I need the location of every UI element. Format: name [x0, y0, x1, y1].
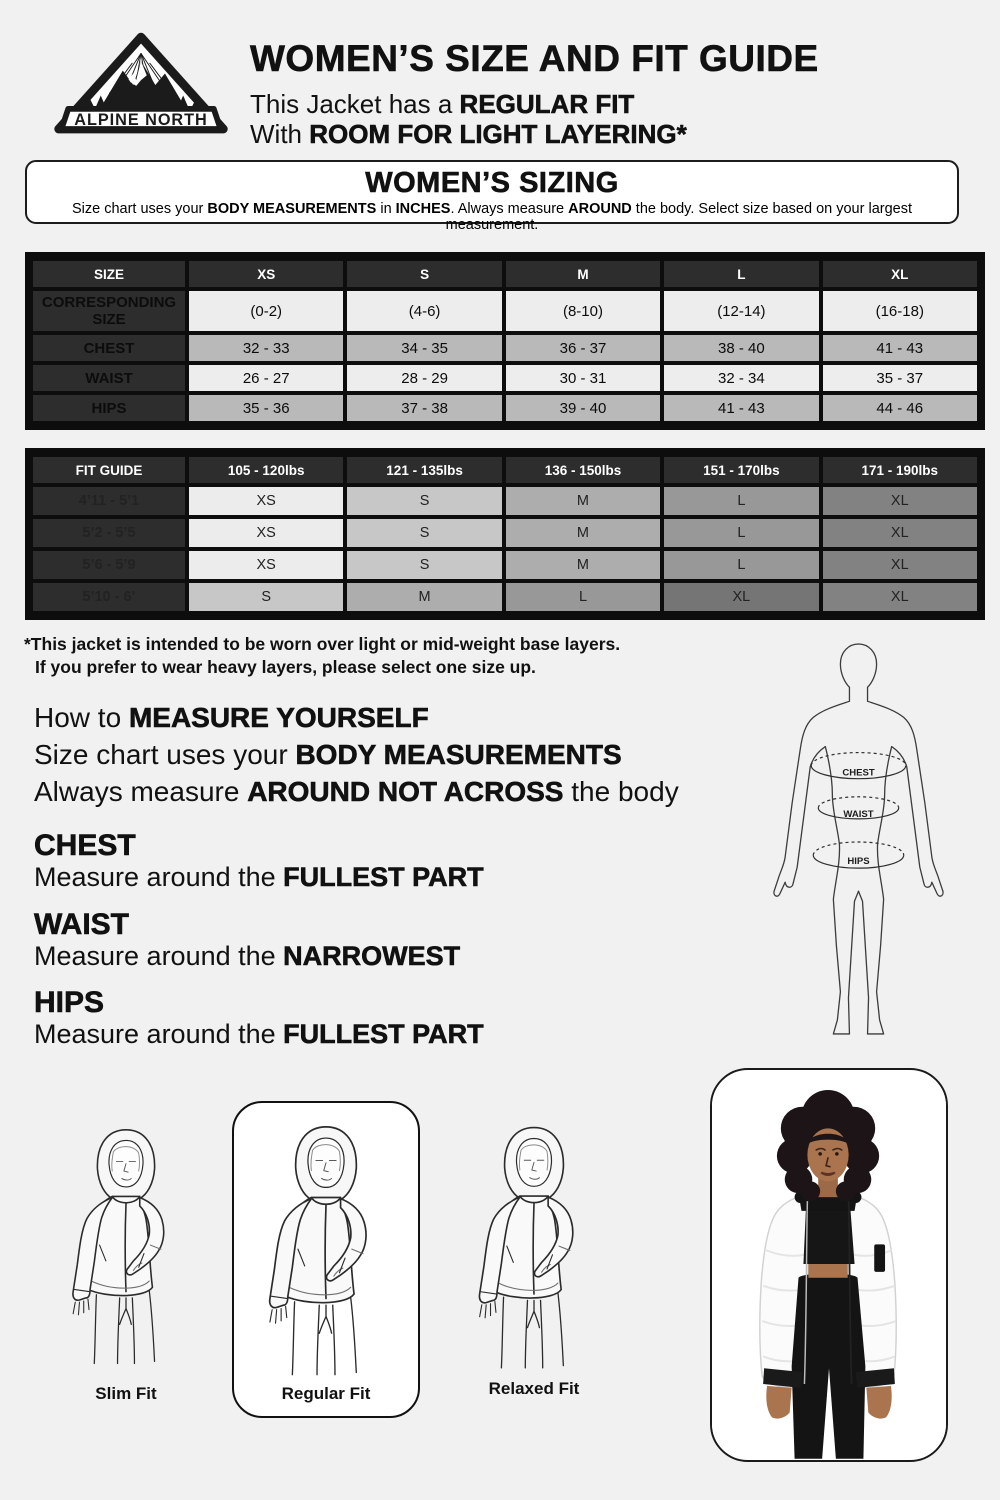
table-row: 4’11 - 5’1 XS S M L XL [31, 485, 979, 517]
logo-wordmark: ALPINE NORTH [74, 111, 208, 130]
fit-table-header-cell: 136 - 150lbs [504, 455, 662, 485]
waist-instruction: WAIST Measure around the NARROWEST [34, 908, 461, 971]
size-table-header-cell: M [504, 259, 662, 289]
diagram-hips-label: HIPS [847, 856, 870, 868]
fit-table-header-row [31, 455, 979, 485]
row-label: CORRESPONDING SIZE [31, 289, 187, 333]
table-row: CHEST 32 - 33 34 - 35 36 - 37 38 - 40 41 - 43 [31, 333, 979, 363]
regular-fit-illustration [247, 1119, 405, 1377]
sizing-box-description: Size chart uses your BODY MEASUREMENTS in INCHES. Always measure AROUND the body. Select size based on your largest measurement. [71, 201, 912, 233]
model-photo-illustration [712, 1070, 946, 1460]
chest-instruction: CHEST Measure around the FULLEST PART [34, 829, 484, 892]
how-to-measure: How to MEASURE YOURSELF Size chart uses your BODY MEASUREMENTS Always measure AROUND NOT ACROSS the body [34, 702, 679, 807]
table-row: CORRESPONDING SIZE (0-2) (4-6) (8-10) (12-14) (16-18) [31, 289, 979, 333]
size-table-header-cell: S [345, 259, 503, 289]
diagram-waist-label: WAIST [843, 808, 874, 820]
row-label: CHEST [31, 333, 187, 363]
layering-footnote: *This jacket is intended to be worn over light or mid-weight base layers. If you prefer to wear heavy layers, please select one size up. [24, 634, 621, 677]
hips-instruction: HIPS Measure around the FULLEST PART [34, 986, 484, 1049]
slim-fit-illustration [52, 1118, 200, 1370]
row-label: 5’10 - 6’ [31, 581, 187, 613]
row-label: 4’11 - 5’1 [31, 485, 187, 517]
row-label: HIPS [31, 393, 187, 423]
table-row: HIPS 35 - 36 37 - 38 39 - 40 41 - 43 44 - 46 [31, 393, 979, 423]
fit-table-header-cell: 151 - 170lbs [662, 455, 820, 485]
slim-fit-label: Slim Fit [95, 1384, 157, 1403]
alpine-north-logo-icon [50, 28, 232, 140]
size-table-header-row [31, 259, 979, 289]
sizing-info-box [25, 160, 959, 233]
size-table-header-cell: SIZE [31, 259, 187, 289]
relaxed-fit-label: Relaxed Fit [488, 1379, 580, 1398]
page-title: WOMEN’S SIZE AND FIT GUIDE [250, 38, 819, 79]
sizing-box-title: WOMEN’S SIZING [365, 167, 619, 199]
regular-fit-highlight-box [232, 1101, 420, 1418]
row-label: 5’6 - 5’9 [31, 549, 187, 581]
header [250, 38, 819, 149]
table-row: WAIST 26 - 27 28 - 29 30 - 31 32 - 34 35 - 37 [31, 363, 979, 393]
size-table-header-cell: L [662, 259, 820, 289]
fit-table-header-cell: FIT GUIDE [31, 455, 187, 485]
fit-table-header-cell: 171 - 190lbs [821, 455, 979, 485]
layering-statement: With ROOM FOR LIGHT LAYERING* [250, 119, 687, 149]
fit-table-header-cell: 121 - 135lbs [345, 455, 503, 485]
body-measurement-diagram [750, 638, 968, 1042]
diagram-chest-label: CHEST [842, 767, 875, 779]
size-table-header-cell: XS [187, 259, 345, 289]
table-row: 5’6 - 5’9 XS S M L XL [31, 549, 979, 581]
fit-guide-table [25, 448, 985, 620]
table-row: 5’10 - 6’ S M L XL XL [31, 581, 979, 613]
relaxed-fit-illustration [444, 1120, 624, 1370]
row-label: WAIST [31, 363, 187, 393]
fit-statement: This Jacket has a REGULAR FIT [250, 89, 635, 119]
model-photo [710, 1068, 948, 1462]
size-table [25, 252, 985, 430]
regular-fit-label: Regular Fit [281, 1384, 371, 1403]
fit-table-header-cell: 105 - 120lbs [187, 455, 345, 485]
table-row: 5’2 - 5’5 XS S M L XL [31, 517, 979, 549]
row-label: 5’2 - 5’5 [31, 517, 187, 549]
size-table-header-cell: XL [821, 259, 979, 289]
